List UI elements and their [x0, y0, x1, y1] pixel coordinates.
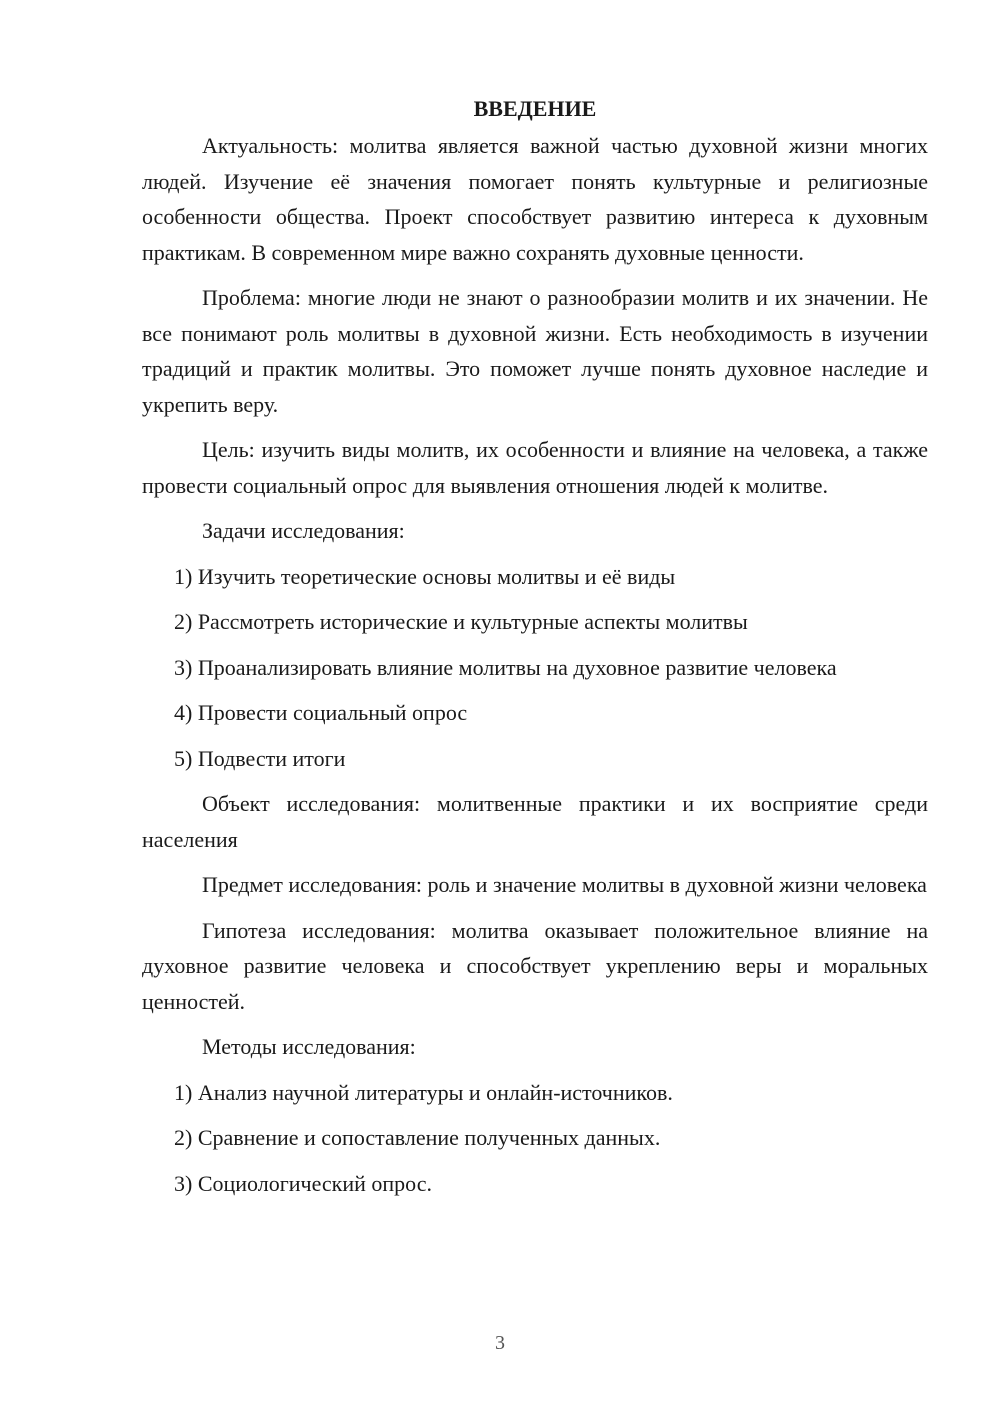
- problem-paragraph: Проблема: многие люди не знают о разнообразии молитв и их значении. Не все понимают роль молитвы в духовной жизни. Есть необходимость в изучении традиций и практик молитвы. Это поможет лучше понять духовное наследие и укрепить веру.: [142, 285, 928, 417]
- document-page: [142, 92, 928, 1211]
- task-item: 1) Изучить теоретические основы молитвы и её виды: [174, 563, 676, 589]
- document-title: ВВЕДЕНИЕ: [473, 96, 597, 121]
- relevance-paragraph: Актуальность: молитва является важной частью духовной жизни многих людей. Изучение её значения помогает понять культурные и религиозные особенности общества. Проект способствует развитию интереса к духовным практикам. В современном мире важно сохранять духовные ценности.: [142, 133, 928, 265]
- task-item: 5) Подвести итоги: [174, 745, 346, 771]
- task-item: 3) Проанализировать влияние молитвы на духовное развитие человека: [174, 654, 837, 680]
- tasks-heading: Задачи исследования:: [202, 518, 405, 543]
- methods-heading: Методы исследования:: [202, 1034, 416, 1059]
- methods-list: [142, 1075, 928, 1202]
- method-item: 1) Анализ научной литературы и онлайн-источников.: [174, 1079, 673, 1105]
- task-item: 2) Рассмотреть исторические и культурные аспекты молитвы: [174, 609, 748, 634]
- method-item: 3) Социологический опрос.: [174, 1170, 432, 1196]
- subject-paragraph: Предмет исследования: роль и значение молитвы в духовной жизни человека: [202, 872, 927, 897]
- tasks-list: [142, 559, 928, 777]
- method-item: 2) Сравнение и сопоставление полученных данных.: [174, 1125, 661, 1150]
- object-paragraph: Объект исследования: молитвенные практики и их восприятие среди населения: [142, 791, 928, 852]
- task-item: 4) Провести социальный опрос: [174, 700, 468, 725]
- goal-paragraph: Цель: изучить виды молитв, их особенности и влияние на человека, а также провести социальный опрос для выявления отношения людей к молитве.: [142, 437, 928, 498]
- page-number: 3: [495, 1332, 505, 1354]
- hypothesis-paragraph: Гипотеза исследования: молитва оказывает положительное влияние на духовное развитие человека и способствует укреплению веры и моральных ценностей.: [142, 917, 928, 1014]
